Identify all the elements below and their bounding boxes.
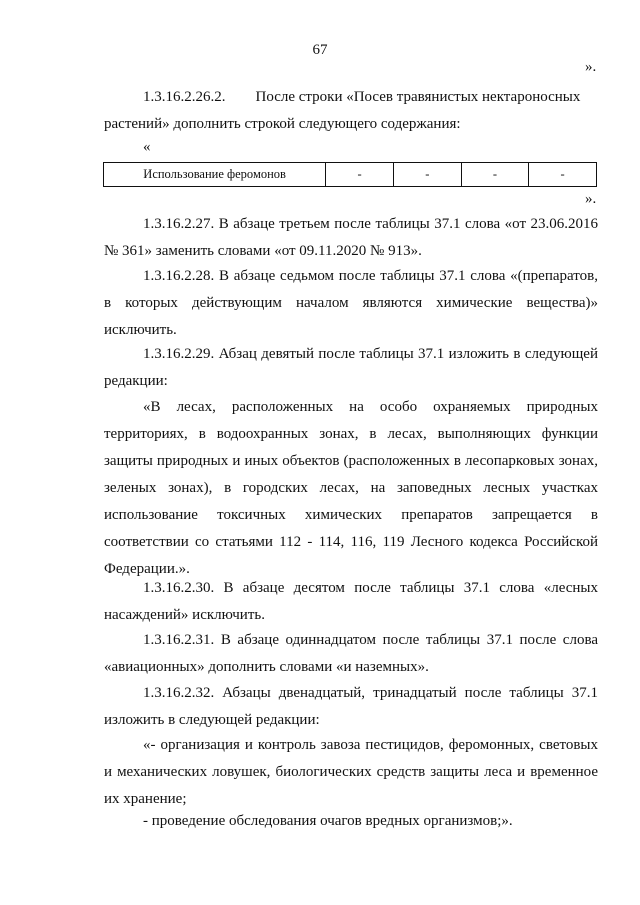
paragraph-line: - проведение обследования очагов вредных организмов;».: [143, 813, 513, 829]
paragraph-line: редакции:: [104, 373, 168, 389]
inserted-table-row: [103, 162, 597, 187]
paragraph-line: 1.3.16.2.28. В абзаце седьмом после таблицы 37.1 слова «(препаратов,: [143, 268, 598, 284]
closing-quote: ».: [585, 191, 597, 207]
page-number: 67: [312, 42, 328, 58]
paragraph: [104, 732, 598, 813]
paragraph-line: исключить.: [104, 322, 177, 338]
paragraph-line: защиты природных и иных объектов (расположенных в лесопарковых зонах,: [104, 453, 598, 469]
paragraph-line: изложить в следующей редакции:: [104, 712, 320, 728]
paragraph-line: зеленых зонах), в городских лесах, на заповедных лесных участках: [104, 480, 598, 496]
table-cell: -: [326, 163, 394, 187]
paragraph: [104, 680, 598, 734]
paragraph-line: 1.3.16.2.27. В абзаце третьем после таблицы 37.1 слова «от 23.06.2016: [143, 216, 598, 232]
paragraph-line: насаждений» исключить.: [104, 607, 265, 623]
table-cell: -: [529, 163, 597, 187]
paragraph-line: № 361» заменить словами «от 09.11.2020 № 913».: [104, 243, 422, 259]
paragraph-line: территориях, в водоохранных зонах, в лесах, выполняющих функции: [104, 426, 598, 442]
paragraph-line: их хранение;: [104, 791, 187, 807]
paragraph-line: «В лесах, расположенных на особо охраняемых природных: [143, 399, 598, 415]
closing-quote: ».: [585, 59, 597, 75]
paragraph-line: 1.3.16.2.26.2. После строки «Посев травянистых нектароносных: [143, 89, 581, 105]
table-cell: -: [461, 163, 529, 187]
paragraph-line: и механических ловушек, биологических средств защиты леса и временное: [104, 764, 598, 780]
paragraph-line: использование токсичных химических препаратов запрещается в: [104, 507, 598, 523]
paragraph-line: 1.3.16.2.30. В абзаце десятом после таблицы 37.1 слова «лесных: [143, 580, 598, 596]
paragraph-line: соответствии со статьями 112 - 114, 116, 119 Лесного кодекса Российской: [104, 534, 598, 550]
table-row: [104, 163, 597, 187]
paragraph-line: 1.3.16.2.32. Абзацы двенадцатый, тринадцатый после таблицы 37.1: [143, 685, 598, 701]
paragraph-line: «- организация и контроль завоза пестицидов, феромонных, световых: [143, 737, 598, 753]
paragraph: [104, 211, 598, 265]
table-cell: -: [393, 163, 461, 187]
paragraph: [104, 627, 598, 681]
paragraph: [104, 575, 598, 629]
paragraph-line: «авиационных» дополнить словами «и наземных».: [104, 659, 429, 675]
paragraph-line: 1.3.16.2.31. В абзаце одиннадцатом после таблицы 37.1 после слова: [143, 632, 598, 648]
paragraph-line: в которых действующим началом являются химические вещества)»: [104, 295, 598, 311]
paragraph: [104, 394, 598, 583]
opening-quote: «: [143, 139, 151, 155]
paragraph: [104, 341, 598, 395]
table-cell-name: Использование феромонов: [104, 163, 326, 187]
paragraph-line: Федерации.».: [104, 561, 190, 577]
paragraph: [104, 263, 598, 344]
paragraph-line: растений» дополнить строкой следующего содержания:: [104, 116, 461, 132]
paragraph-line: 1.3.16.2.29. Абзац девятый после таблицы 37.1 изложить в следующей: [143, 346, 598, 362]
